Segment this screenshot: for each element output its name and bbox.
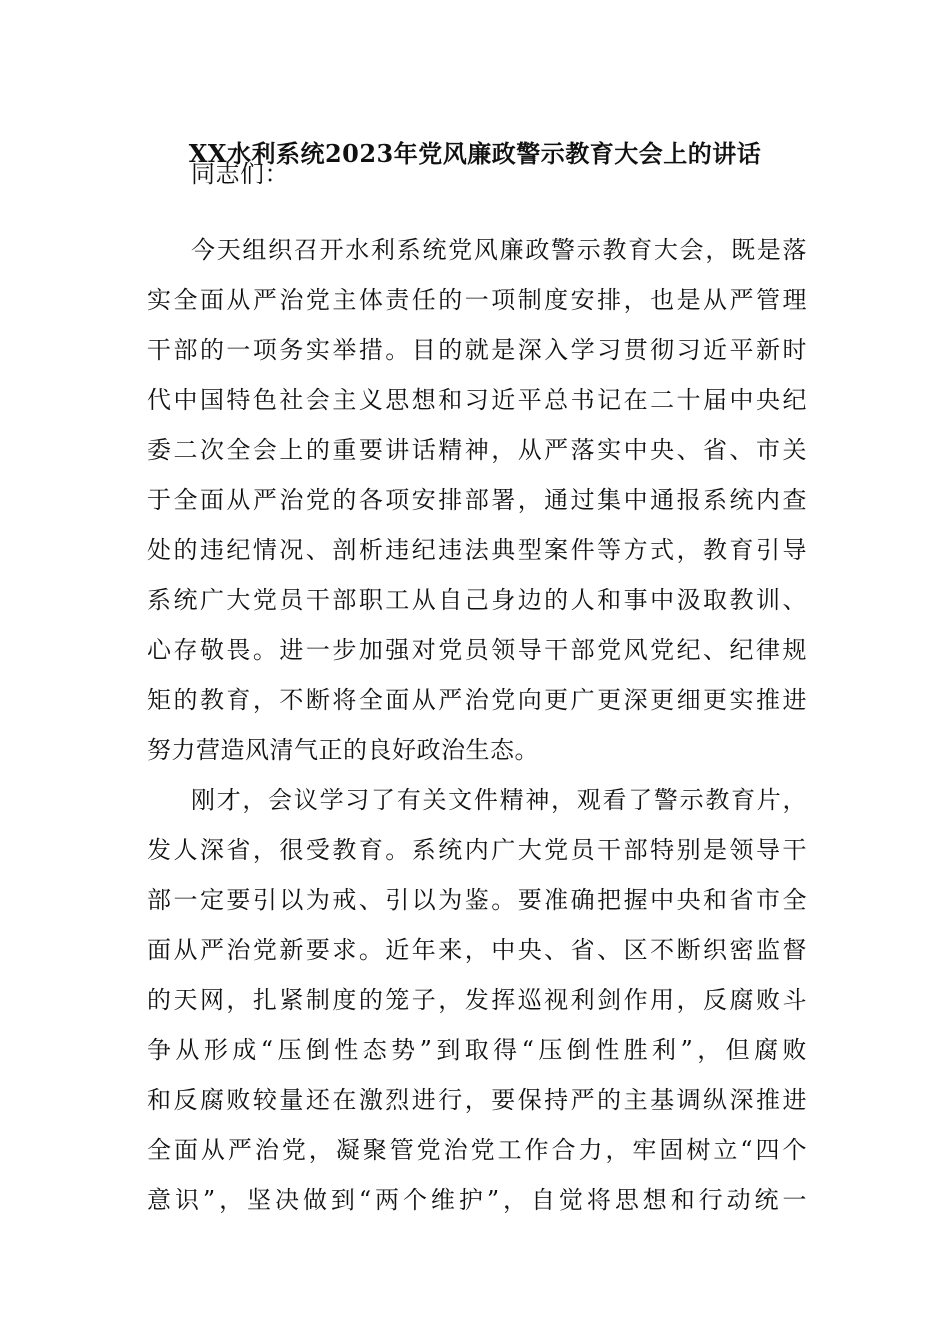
document-title: XX水利系统2023年党风廉政警示教育大会上的讲话 <box>188 139 762 168</box>
paragraph-1-line: 代中国特色社会主义思想和习近平总书记在二十届中央纪 <box>147 386 807 414</box>
paragraph-1-line: 心存敬畏。进一步加强对党员领导干部党风党纪、纪律规 <box>147 636 807 664</box>
paragraph-1-line: 今天组织召开水利系统党风廉政警示教育大会，既是落 <box>191 236 807 264</box>
paragraph-1-line: 努力营造风清气正的良好政治生态。 <box>147 736 539 764</box>
paragraph-2-line: 刚才，会议学习了有关文件精神，观看了警示教育片， <box>191 786 807 814</box>
paragraph-2-line: 意识”，坚决做到“两个维护”，自觉将思想和行动统一 <box>147 1186 807 1214</box>
paragraph-2-line: 的天网，扎紧制度的笼子，发挥巡视利剑作用，反腐败斗 <box>147 986 807 1014</box>
paragraph-2-line: 争从形成“压倒性态势”到取得“压倒性胜利”，但腐败 <box>147 1036 807 1064</box>
paragraph-1-line: 处的违纪情况、剖析违纪违法典型案件等方式，教育引导 <box>147 536 807 564</box>
paragraph-2-line: 部一定要引以为戒、引以为鉴。要准确把握中央和省市全 <box>147 886 807 914</box>
paragraph-1-line: 实全面从严治党主体责任的一项制度安排，也是从严管理 <box>147 286 807 314</box>
paragraph-1-line: 委二次全会上的重要讲话精神，从严落实中央、省、市关 <box>147 436 807 464</box>
paragraph-1-line: 矩的教育，不断将全面从严治党向更广更深更细更实推进 <box>147 686 807 714</box>
paragraph-1-line: 干部的一项务实举措。目的就是深入学习贯彻习近平新时 <box>147 336 807 364</box>
paragraph-1-line: 于全面从严治党的各项安排部署，通过集中通报系统内查 <box>147 486 807 514</box>
paragraph-1-line: 系统广大党员干部职工从自己身边的人和事中汲取教训、 <box>147 586 807 614</box>
paragraph-2-line: 面从严治党新要求。近年来，中央、省、区不断织密监督 <box>147 936 807 964</box>
paragraph-2-line: 和反腐败较量还在激烈进行，要保持严的主基调纵深推进 <box>147 1086 807 1114</box>
paragraph-2-line: 发人深省，很受教育。系统内广大党员干部特别是领导干 <box>147 836 807 864</box>
salutation: 同志们： <box>191 160 289 188</box>
paragraph-2-line: 全面从严治党，凝聚管党治党工作合力，牢固树立“四个 <box>147 1136 807 1164</box>
